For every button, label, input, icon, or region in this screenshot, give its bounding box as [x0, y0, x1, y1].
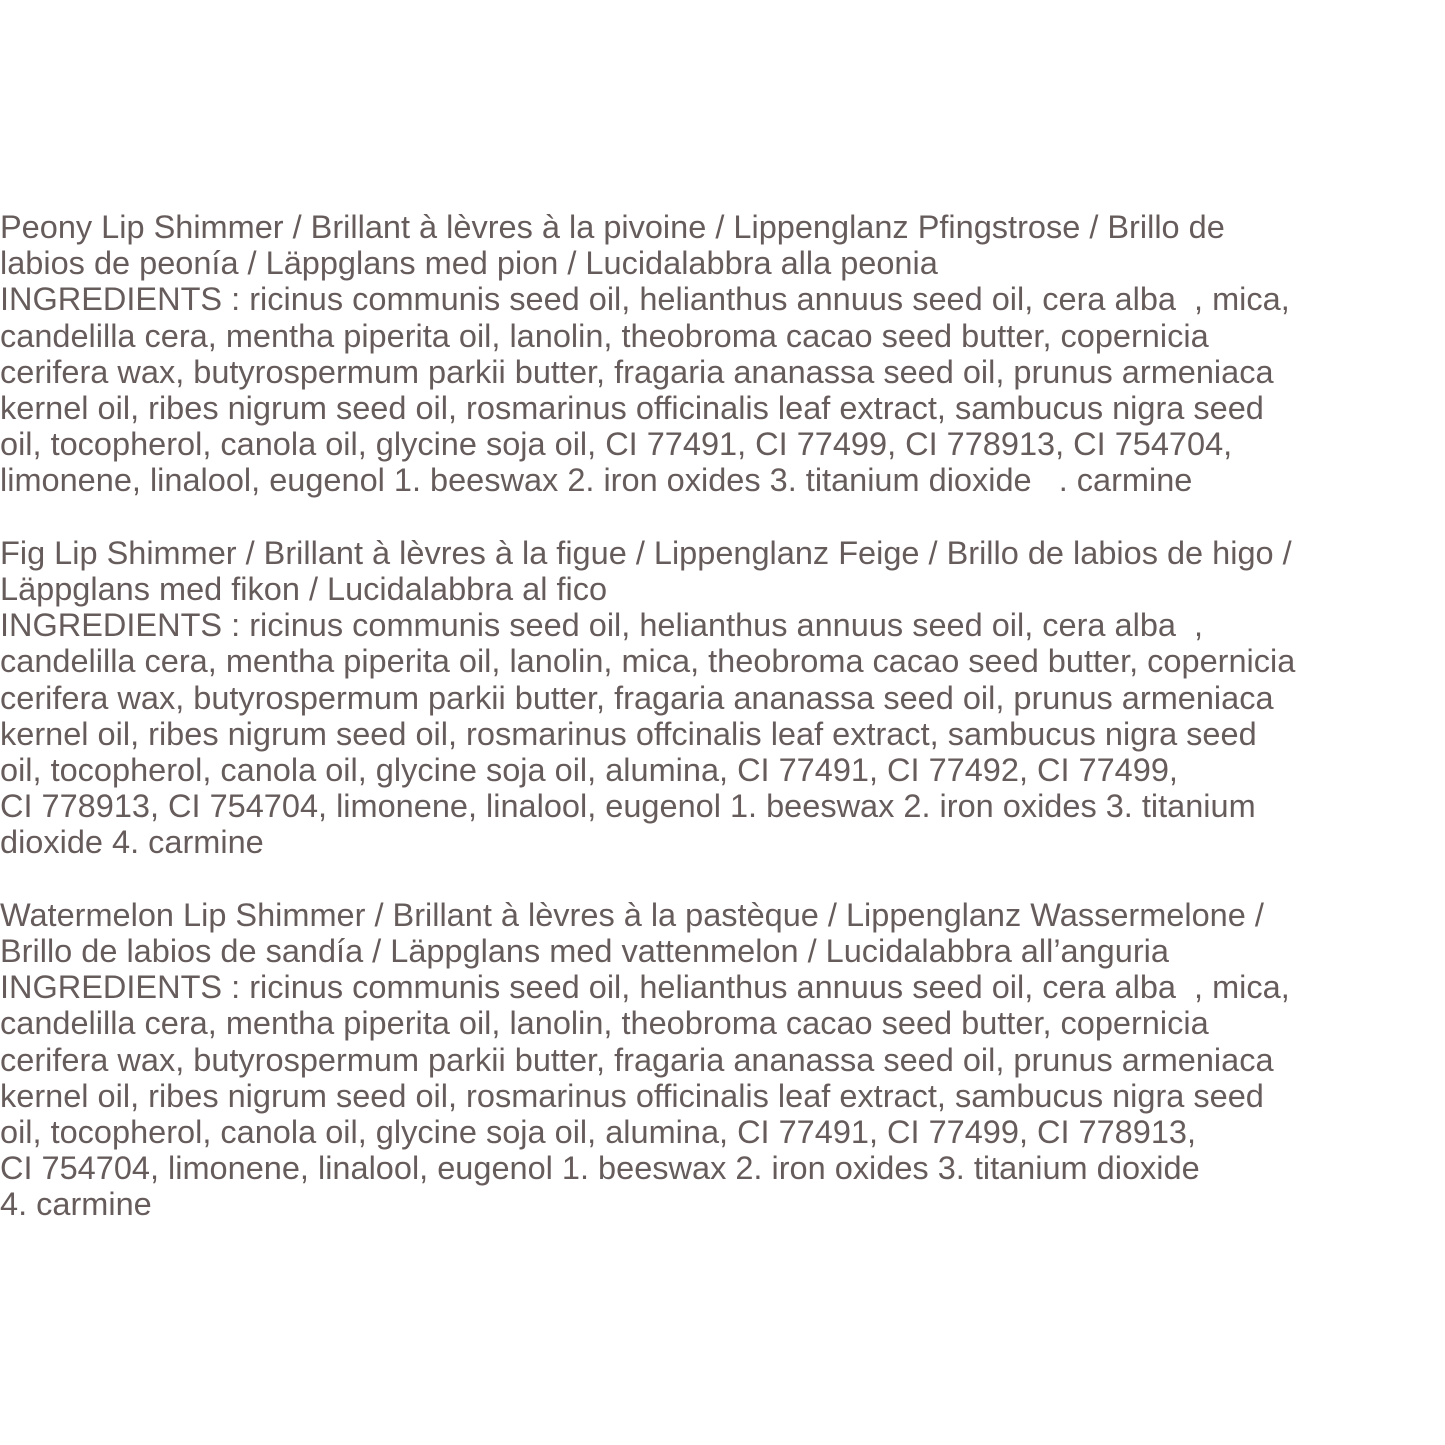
- peony-name-line-1: Peony Lip Shimmer / Brillant à lèvres à la pivoine / Lippenglanz Pfingstrose / Brillo de: [0, 209, 1225, 245]
- peony-name-line-2: labios de peonía / Läppglans med pion / Lucidalabbra alla peonia: [0, 245, 938, 282]
- watermelon-name-line-2: Brillo de labios de sandía / Läppglans med vattenmelon / Lucidalabbra all’anguria: [0, 933, 1169, 970]
- product-block-fig: [0, 535, 1445, 861]
- product-block-peony: [0, 209, 1445, 499]
- watermelon-name-line-1: Watermelon Lip Shimmer / Brillant à lèvres à la pastèque / Lippenglanz Wassermelone /: [0, 896, 1264, 933]
- watermelon-ingredients-line-2: candelilla cera, mentha piperita oil, lanolin, theobroma cacao seed butter, copernicia: [0, 1005, 1209, 1042]
- peony-ingredients-line-5: oil, tocopherol, canola oil, glycine soja oil, CI 77491, CI 77499, CI 778913, CI 754704,: [0, 426, 1233, 463]
- fig-name-line-2: Läppglans med fikon / Lucidalabbra al fico: [0, 571, 608, 608]
- watermelon-ingredients-line-5: oil, tocopherol, canola oil, glycine soja oil, alumina, CI 77491, CI 77499, CI 778913,: [0, 1114, 1197, 1151]
- watermelon-ingredients-line-7: 4. carmine: [0, 1186, 152, 1223]
- product-block-watermelon: [0, 897, 1445, 1223]
- fig-ingredients-line-3: cerifera wax, butyrospermum parkii butter, fragaria ananassa seed oil, prunus armeniaca: [0, 679, 1274, 716]
- watermelon-ingredients-line-3: cerifera wax, butyrospermum parkii butter, fragaria ananassa seed oil, prunus armeniaca: [0, 1041, 1274, 1078]
- fig-ingredients-line-4: kernel oil, ribes nigrum seed oil, rosmarinus offcinalis leaf extract, sambucus nigra seed: [0, 715, 1257, 752]
- peony-ingredients-line-4: kernel oil, ribes nigrum seed oil, rosmarinus officinalis leaf extract, sambucus nigra seed: [0, 390, 1264, 427]
- ingredient-list-document: [0, 209, 1445, 1259]
- fig-ingredients-line-2: candelilla cera, mentha piperita oil, lanolin, mica, theobroma cacao seed butter, copernicia: [0, 643, 1296, 680]
- fig-ingredients-line-5: oil, tocopherol, canola oil, glycine soja oil, alumina, CI 77491, CI 77492, CI 77499,: [0, 752, 1178, 789]
- fig-ingredients-line-1: INGREDIENTS : ricinus communis seed oil, helianthus annuus seed oil, cera alba ,: [0, 607, 1204, 644]
- watermelon-ingredients-line-1: INGREDIENTS : ricinus communis seed oil, helianthus annuus seed oil, cera alba , mica,: [0, 969, 1290, 1006]
- peony-ingredients-line-2: candelilla cera, mentha piperita oil, lanolin, theobroma cacao seed butter, copernicia: [0, 317, 1209, 354]
- watermelon-ingredients-line-6: CI 754704, limonene, linalool, eugenol 1. beeswax 2. iron oxides 3. titanium dioxide: [0, 1150, 1200, 1187]
- peony-ingredients-line-3: cerifera wax, butyrospermum parkii butter, fragaria ananassa seed oil, prunus armeniaca: [0, 353, 1274, 390]
- fig-ingredients-line-7: dioxide 4. carmine: [0, 824, 264, 861]
- peony-ingredients-line-6: limonene, linalool, eugenol 1. beeswax 2. iron oxides 3. titanium dioxide . carmine: [0, 462, 1193, 499]
- peony-ingredients-line-1: INGREDIENTS : ricinus communis seed oil, helianthus annuus seed oil, cera alba , mica,: [0, 281, 1290, 318]
- fig-ingredients-line-6: CI 778913, CI 754704, limonene, linalool, eugenol 1. beeswax 2. iron oxides 3. titanium: [0, 788, 1256, 825]
- watermelon-ingredients-line-4: kernel oil, ribes nigrum seed oil, rosmarinus officinalis leaf extract, sambucus nigra seed: [0, 1077, 1264, 1114]
- fig-name-line-1: Fig Lip Shimmer / Brillant à lèvres à la figue / Lippenglanz Feige / Brillo de labios de higo /: [0, 534, 1292, 571]
